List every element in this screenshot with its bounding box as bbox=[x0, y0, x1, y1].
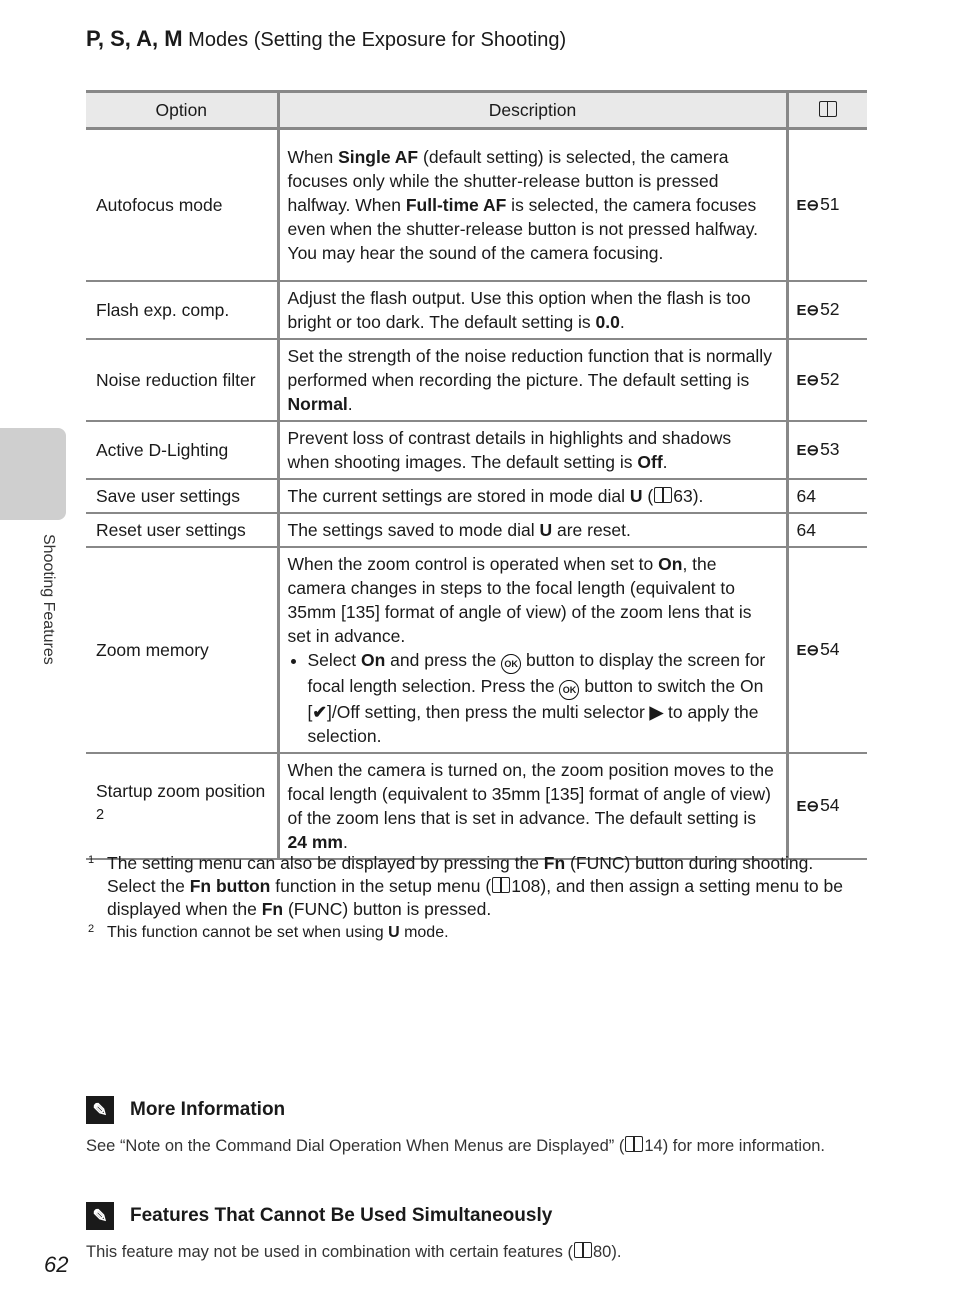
option-description: When Single AF (default setting) is selected, the camera focuses only while the shutter-release button is pressed halfway. When Full-time AF is selected, the camera focuses even when the shutter-release button is not pressed halfway. You may hear the sound of the camera focusing. bbox=[278, 129, 787, 281]
option-name: Noise reduction filter bbox=[86, 339, 278, 421]
note-features-simultaneous bbox=[86, 1202, 866, 1264]
book-icon bbox=[492, 877, 510, 893]
footnote-1: 1 The setting menu can also be displayed by pressing the Fn (FUNC) button during shooting. Select the Fn button function in the setup menu ( 108), and then assign a setting menu to be displayed when the Fn (FUNC) button is pressed. bbox=[88, 853, 843, 919]
ok-button-icon: OK bbox=[559, 680, 579, 700]
note-body: This feature may not be used in combination with certain features ( 80). bbox=[86, 1243, 622, 1261]
option-reference: E⊖54 bbox=[787, 753, 867, 859]
note-title: More Information bbox=[130, 1099, 286, 1120]
header-reference bbox=[787, 92, 867, 129]
note-body: See “Note on the Command Dial Operation When Menus are Displayed” ( 14) for more information. bbox=[86, 1137, 826, 1155]
option-description: The settings saved to mode dial U are reset. bbox=[278, 513, 787, 547]
option-reference: E⊖51 bbox=[787, 129, 867, 281]
option-description: When the camera is turned on, the zoom position moves to the focal length (equivalent to 35mm [135] format of angle of view) of the zoom lens that is set in advance. The default setting is 24 mm. bbox=[278, 753, 787, 859]
book-icon bbox=[654, 487, 672, 503]
option-description: Set the strength of the noise reduction function that is normally performed when recording the picture. The default setting is Normal. bbox=[278, 339, 787, 421]
page-number: 62 bbox=[44, 1252, 69, 1277]
header-description: Description bbox=[278, 92, 787, 129]
section-tab bbox=[0, 428, 66, 520]
option-name: Save user settings bbox=[86, 479, 278, 513]
check-icon: ✔ bbox=[312, 701, 328, 722]
option-name: Active D-Lighting bbox=[86, 421, 278, 479]
book-icon bbox=[819, 101, 837, 117]
multi-selector-right-icon: ▶ bbox=[649, 701, 664, 722]
fn-button-icon: Fn bbox=[261, 899, 284, 919]
option-name: Startup zoom position $^2$ bbox=[86, 753, 278, 859]
book-icon bbox=[625, 1136, 643, 1152]
option-name: Autofocus mode bbox=[86, 129, 278, 281]
table-row bbox=[86, 281, 867, 339]
user-mode-symbol: U bbox=[629, 485, 643, 506]
footnote-2: 2 This function cannot be set when using U mode. bbox=[88, 923, 449, 941]
footnotes bbox=[86, 852, 866, 944]
user-mode-symbol: U bbox=[388, 924, 400, 941]
fn-button-icon: Fn bbox=[543, 853, 566, 873]
table-row bbox=[86, 479, 867, 513]
reference-section-icon: E⊖ bbox=[796, 196, 820, 214]
user-mode-symbol: U bbox=[539, 519, 553, 540]
reference-section-icon: E⊖ bbox=[796, 301, 820, 319]
book-icon bbox=[574, 1242, 592, 1258]
option-reference: 64 bbox=[787, 513, 867, 547]
table-row bbox=[86, 547, 867, 753]
mode-symbols: P, S, A, M bbox=[86, 26, 183, 51]
note-more-information bbox=[86, 1096, 866, 1158]
description-bullets bbox=[288, 648, 778, 748]
option-description: When the zoom control is operated when set to On, the camera changes in steps to the focal length (equivalent to 35mm [135] format of angle of view) of the zoom lens that is set in advance. • Select On and press the OK button to display the screen for focal length selection. Press the OK button to switch the On [✔]/Off setting, then press the multi selector ▶ to apply the selection. bbox=[278, 547, 787, 753]
option-reference: 64 bbox=[787, 479, 867, 513]
options-table bbox=[86, 90, 867, 860]
note-title: Features That Cannot Be Used Simultaneously bbox=[130, 1205, 553, 1226]
pencil-icon: ✎ bbox=[86, 1202, 114, 1230]
option-reference: E⊖53 bbox=[787, 421, 867, 479]
header-option: Option bbox=[86, 92, 278, 129]
table-row bbox=[86, 753, 867, 859]
ok-button-icon: OK bbox=[501, 654, 521, 674]
page-header bbox=[86, 26, 566, 52]
option-reference: E⊖52 bbox=[787, 281, 867, 339]
pencil-icon: ✎ bbox=[86, 1096, 114, 1124]
reference-section-icon: E⊖ bbox=[796, 797, 820, 815]
section-label: Shooting Features bbox=[40, 534, 57, 665]
page-title: Modes (Setting the Exposure for Shooting) bbox=[188, 29, 567, 51]
reference-section-icon: E⊖ bbox=[796, 441, 820, 459]
option-reference: E⊖54 bbox=[787, 547, 867, 753]
table-row bbox=[86, 513, 867, 547]
option-description: The current settings are stored in mode dial U ( 63). bbox=[278, 479, 787, 513]
table-row bbox=[86, 339, 867, 421]
option-name: Reset user settings bbox=[86, 513, 278, 547]
option-name: Zoom memory bbox=[86, 547, 278, 753]
option-description: Adjust the flash output. Use this option when the flash is too bright or too dark. The default setting is 0.0. bbox=[278, 281, 787, 339]
table-row bbox=[86, 129, 867, 281]
reference-section-icon: E⊖ bbox=[796, 641, 820, 659]
option-description: Prevent loss of contrast details in highlights and shadows when shooting images. The default setting is Off. bbox=[278, 421, 787, 479]
reference-section-icon: E⊖ bbox=[796, 371, 820, 389]
list-item: • Select On and press the OK button to display the screen for focal length selection. Press the OK button to switch the On [✔]/Off setting, then press the multi selector ▶ to apply the selection. bbox=[308, 648, 778, 748]
table-header-row bbox=[86, 92, 867, 129]
option-name: Flash exp. comp. bbox=[86, 281, 278, 339]
table-row bbox=[86, 421, 867, 479]
option-reference: E⊖52 bbox=[787, 339, 867, 421]
